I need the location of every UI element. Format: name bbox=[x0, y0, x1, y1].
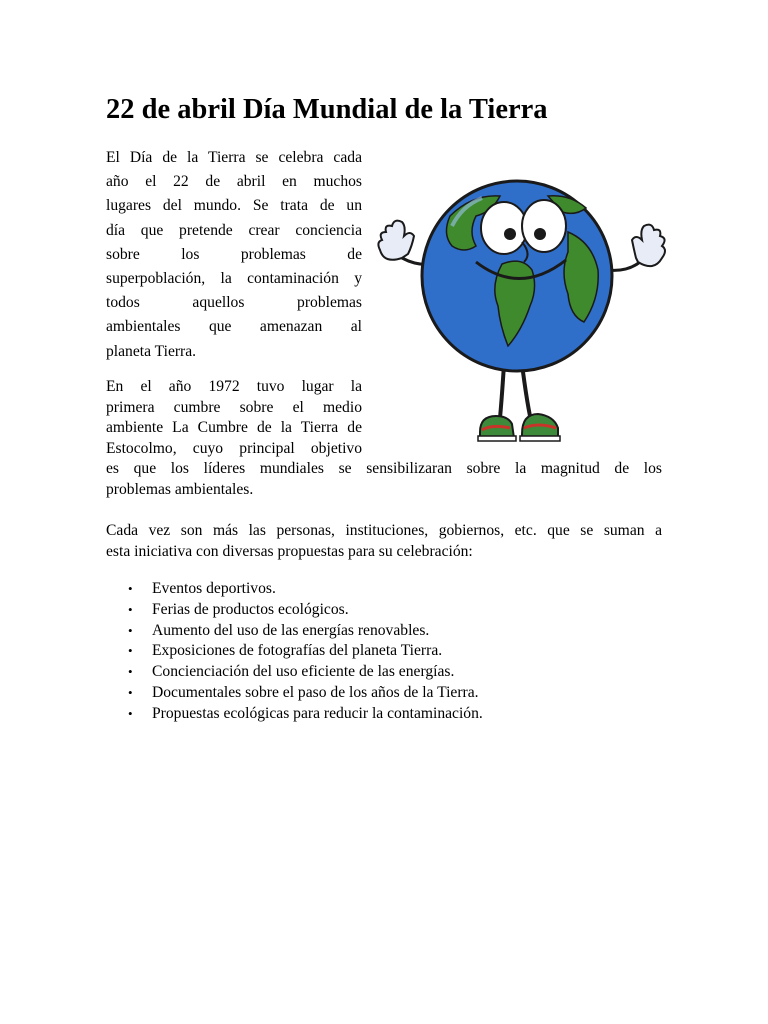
paragraph-line: Cada vez son más las personas, instituciones, gobiernos, etc. que se suman a bbox=[106, 522, 662, 539]
list-item bbox=[106, 579, 483, 600]
cartoon-earth-image bbox=[372, 146, 672, 454]
left-shoe-icon bbox=[478, 416, 516, 441]
paragraph-line: problemas ambientales. bbox=[106, 480, 254, 498]
left-glove-icon bbox=[378, 221, 414, 260]
paragraph-line: todos aquellos problemas bbox=[106, 294, 362, 312]
list-item-text: Exposiciones de fotografías del planeta Tierra. bbox=[152, 642, 443, 660]
right-shoe-icon bbox=[520, 414, 560, 441]
list-item-text: Ferias de productos ecológicos. bbox=[152, 600, 349, 618]
bullet-icon: • bbox=[128, 684, 133, 700]
bullet-icon: • bbox=[128, 705, 133, 721]
paragraph-line: ambiente La Cumbre de la Tierra de bbox=[106, 419, 362, 436]
paragraph-line: esta iniciativa con diversas propuestas para su celebración: bbox=[106, 542, 473, 560]
bullet-icon: • bbox=[128, 601, 133, 617]
list-item bbox=[106, 600, 483, 621]
paragraph-line: superpoblación, la contaminación y bbox=[106, 269, 362, 287]
page-title: 22 de abril Día Mundial de la Tierra bbox=[106, 94, 548, 125]
bullet-icon: • bbox=[128, 622, 133, 638]
list-item bbox=[106, 704, 483, 725]
paragraph-line: ambientales que amenazan al bbox=[106, 318, 362, 336]
paragraph-line: El Día de la Tierra se celebra cada bbox=[106, 149, 362, 166]
list-item bbox=[106, 641, 483, 662]
paragraph-line: es que los líderes mundiales se sensibilizaran sobre la magnitud de los bbox=[106, 460, 662, 477]
paragraph-line: planeta Tierra. bbox=[106, 342, 197, 360]
list-item bbox=[106, 621, 483, 642]
paragraph-line: En el año 1972 tuvo lugar la bbox=[106, 378, 362, 395]
paragraph-line: lugares del mundo. Se trata de un bbox=[106, 197, 362, 215]
paragraph-line: año el 22 de abril en muchos bbox=[106, 173, 362, 191]
right-glove-icon bbox=[632, 225, 665, 267]
bullet-icon: • bbox=[128, 643, 133, 659]
paragraph-line: Estocolmo, cuyo principal objetivo bbox=[106, 439, 362, 457]
paragraph-line: día que pretende crear conciencia bbox=[106, 221, 362, 239]
activities-list bbox=[106, 579, 483, 725]
bullet-icon: • bbox=[128, 664, 133, 680]
paragraph-initiatives bbox=[106, 521, 662, 562]
list-item bbox=[106, 662, 483, 683]
list-item-text: Aumento del uso de las energías renovables. bbox=[152, 621, 430, 639]
list-item-text: Eventos deportivos. bbox=[152, 580, 276, 597]
paragraph-line: sobre los problemas de bbox=[106, 245, 362, 263]
list-item-text: Documentales sobre el paso de los años de la Tierra. bbox=[152, 683, 479, 701]
bullet-icon: • bbox=[128, 581, 133, 596]
left-leg bbox=[500, 364, 504, 418]
paragraph-line: primera cumbre sobre el medio bbox=[106, 398, 362, 416]
list-item bbox=[106, 683, 483, 704]
list-item-text: Concienciación del uso eficiente de las energías. bbox=[152, 663, 455, 681]
list-item-text: Propuestas ecológicas para reducir la contaminación. bbox=[152, 704, 483, 722]
